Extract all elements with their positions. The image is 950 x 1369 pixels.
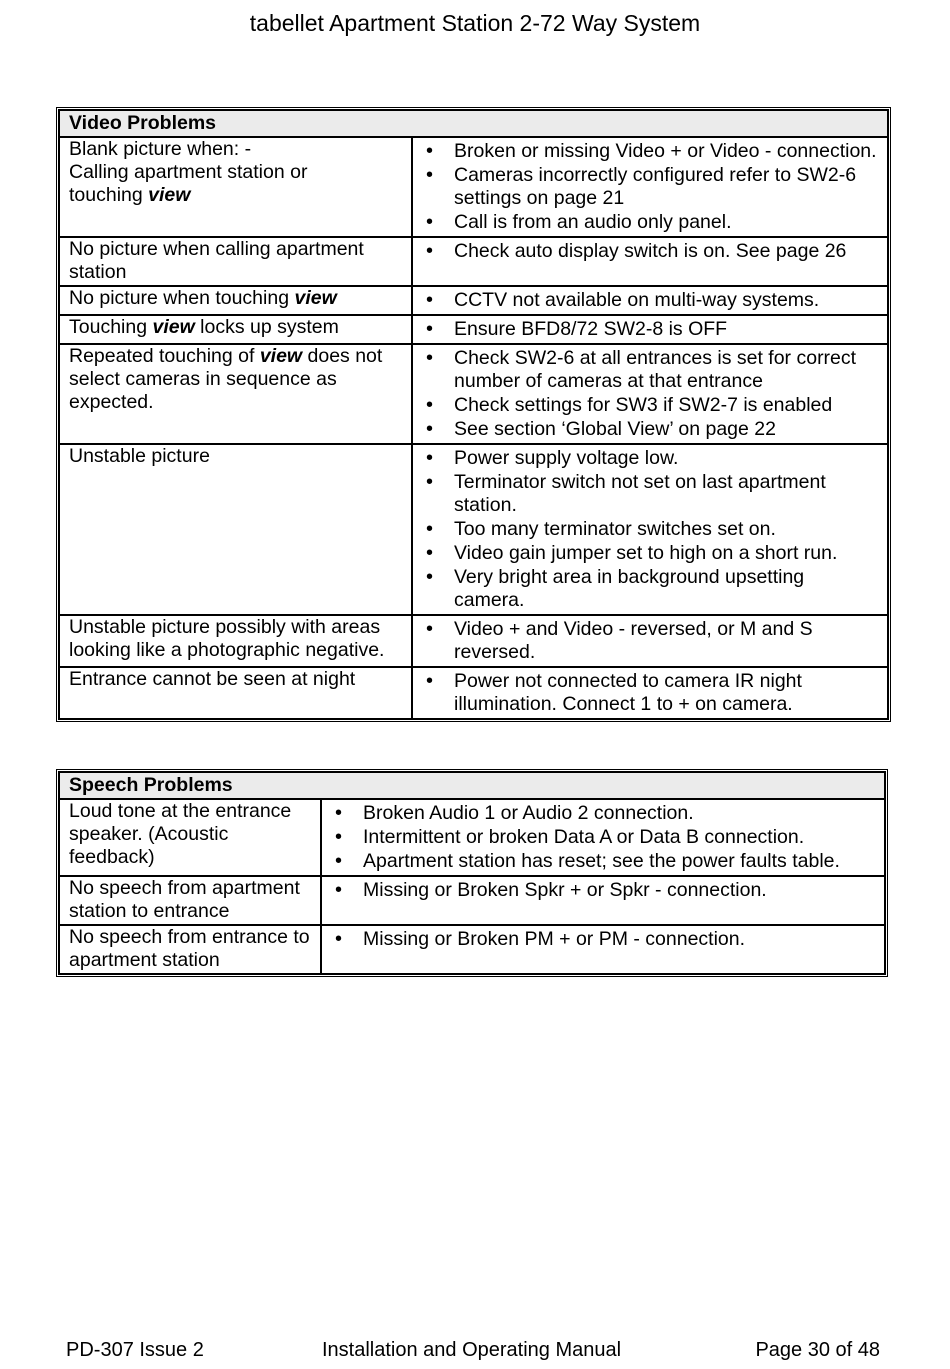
fix-item: • Video gain jumper set to high on a short run. — [422, 542, 879, 565]
view-keyword: view — [294, 287, 337, 309]
view-keyword: view — [152, 316, 195, 338]
table-row — [59, 615, 888, 667]
fix-item: • Missing or Broken PM + or PM - connection. — [331, 928, 876, 951]
table-row — [59, 799, 885, 876]
problem-cell: No speech from entrance to apartment station — [59, 925, 321, 974]
fix-item: • Power not connected to camera IR night illumination. Connect 1 to + on camera. — [422, 670, 879, 716]
problem-cell: Repeated touching of view does not select cameras in sequence as expected. — [59, 344, 412, 444]
fix-item: • Cameras incorrectly configured refer to SW2-6 settings on page 21 — [422, 164, 879, 210]
fix-item: • Call is from an audio only panel. — [422, 211, 879, 234]
fix-item: • Check auto display switch is on. See page 26 — [422, 240, 879, 263]
problem-text: Calling apartment station or — [69, 161, 308, 183]
problem-text: touching view — [69, 184, 191, 206]
fix-item: • CCTV not available on multi-way systems. — [422, 289, 879, 312]
table-row — [59, 286, 888, 315]
problem-cell: Touching view locks up system — [59, 315, 412, 344]
footer-page-number: Page 30 of 48 — [755, 1339, 880, 1361]
footer-manual-title: Installation and Operating Manual — [322, 1339, 622, 1361]
fix-item: • Apartment station has reset; see the power faults table. — [331, 850, 876, 873]
fix-list — [331, 877, 876, 902]
fix-item: • Too many terminator switches set on. — [422, 518, 879, 541]
table-heading: Video Problems — [59, 110, 888, 137]
table-row — [59, 344, 888, 444]
page-header: tabellet Apartment Station 2-72 Way System — [249, 10, 701, 36]
fix-item: • Video + and Video - reversed, or M and S reversed. — [422, 618, 879, 664]
table-heading-row — [59, 772, 885, 799]
table-row — [59, 444, 888, 615]
fix-list — [422, 616, 879, 664]
fix-item: • Very bright area in background upsetting camera. — [422, 566, 879, 612]
fix-list — [331, 800, 876, 873]
fix-item: • Ensure BFD8/72 SW2-8 is OFF — [422, 318, 879, 341]
fixes-cell — [412, 615, 888, 667]
problem-cell: No picture when touching view — [59, 286, 412, 315]
fix-list — [422, 138, 879, 234]
fix-list — [422, 238, 879, 263]
view-keyword: view — [148, 184, 191, 206]
footer-document-id: PD-307 Issue 2 — [66, 1339, 204, 1361]
fix-list — [422, 445, 879, 612]
fix-item: • Broken or missing Video + or Video - connection. — [422, 140, 879, 163]
problem-cell: Unstable picture — [59, 444, 412, 615]
table-row — [59, 925, 885, 974]
fix-list — [422, 287, 879, 312]
fix-list — [422, 668, 879, 716]
fixes-cell — [412, 237, 888, 286]
problem-cell: Unstable picture possibly with areas looking like a photographic negative. — [59, 615, 412, 667]
fix-item: • Intermittent or broken Data A or Data B connection. — [331, 826, 876, 849]
table-row — [59, 667, 888, 719]
fixes-cell — [412, 286, 888, 315]
fixes-cell — [412, 667, 888, 719]
fixes-cell — [412, 444, 888, 615]
fix-item: • Missing or Broken Spkr + or Spkr - connection. — [331, 879, 876, 902]
fix-item: • Terminator switch not set on last apartment station. — [422, 471, 879, 517]
fix-item: • See section ‘Global View’ on page 22 — [422, 418, 879, 441]
table-row — [59, 315, 888, 344]
view-keyword: view — [259, 345, 303, 367]
table-row — [59, 137, 888, 237]
speech-problems-table — [56, 769, 888, 977]
video-problems-table — [56, 107, 891, 722]
table-row — [59, 876, 885, 925]
problem-cell: No picture when calling apartment station — [59, 237, 412, 286]
fix-item: • Power supply voltage low. — [422, 447, 879, 470]
problem-cell: Entrance cannot be seen at night — [59, 667, 412, 719]
fix-list — [331, 926, 876, 951]
table-heading: Speech Problems — [59, 772, 885, 799]
problem-cell — [59, 137, 412, 237]
fix-item: • Check SW2-6 at all entrances is set for correct number of cameras at that entrance — [422, 347, 879, 393]
fix-item: • Check settings for SW3 if SW2-7 is enabled — [422, 394, 879, 417]
fixes-cell — [412, 315, 888, 344]
fix-list — [422, 345, 879, 441]
fixes-cell — [321, 925, 885, 974]
fix-item: • Broken Audio 1 or Audio 2 connection. — [331, 802, 876, 825]
fix-list — [422, 316, 879, 341]
fixes-cell — [321, 799, 885, 876]
problem-text: Blank picture when: - — [69, 138, 252, 160]
table-row — [59, 237, 888, 286]
fixes-cell — [412, 344, 888, 444]
fixes-cell — [321, 876, 885, 925]
fixes-cell — [412, 137, 888, 237]
table-heading-row — [59, 110, 888, 137]
problem-cell: No speech from apartment station to entrance — [59, 876, 321, 925]
problem-cell: Loud tone at the entrance speaker. (Acoustic feedback) — [59, 799, 321, 876]
